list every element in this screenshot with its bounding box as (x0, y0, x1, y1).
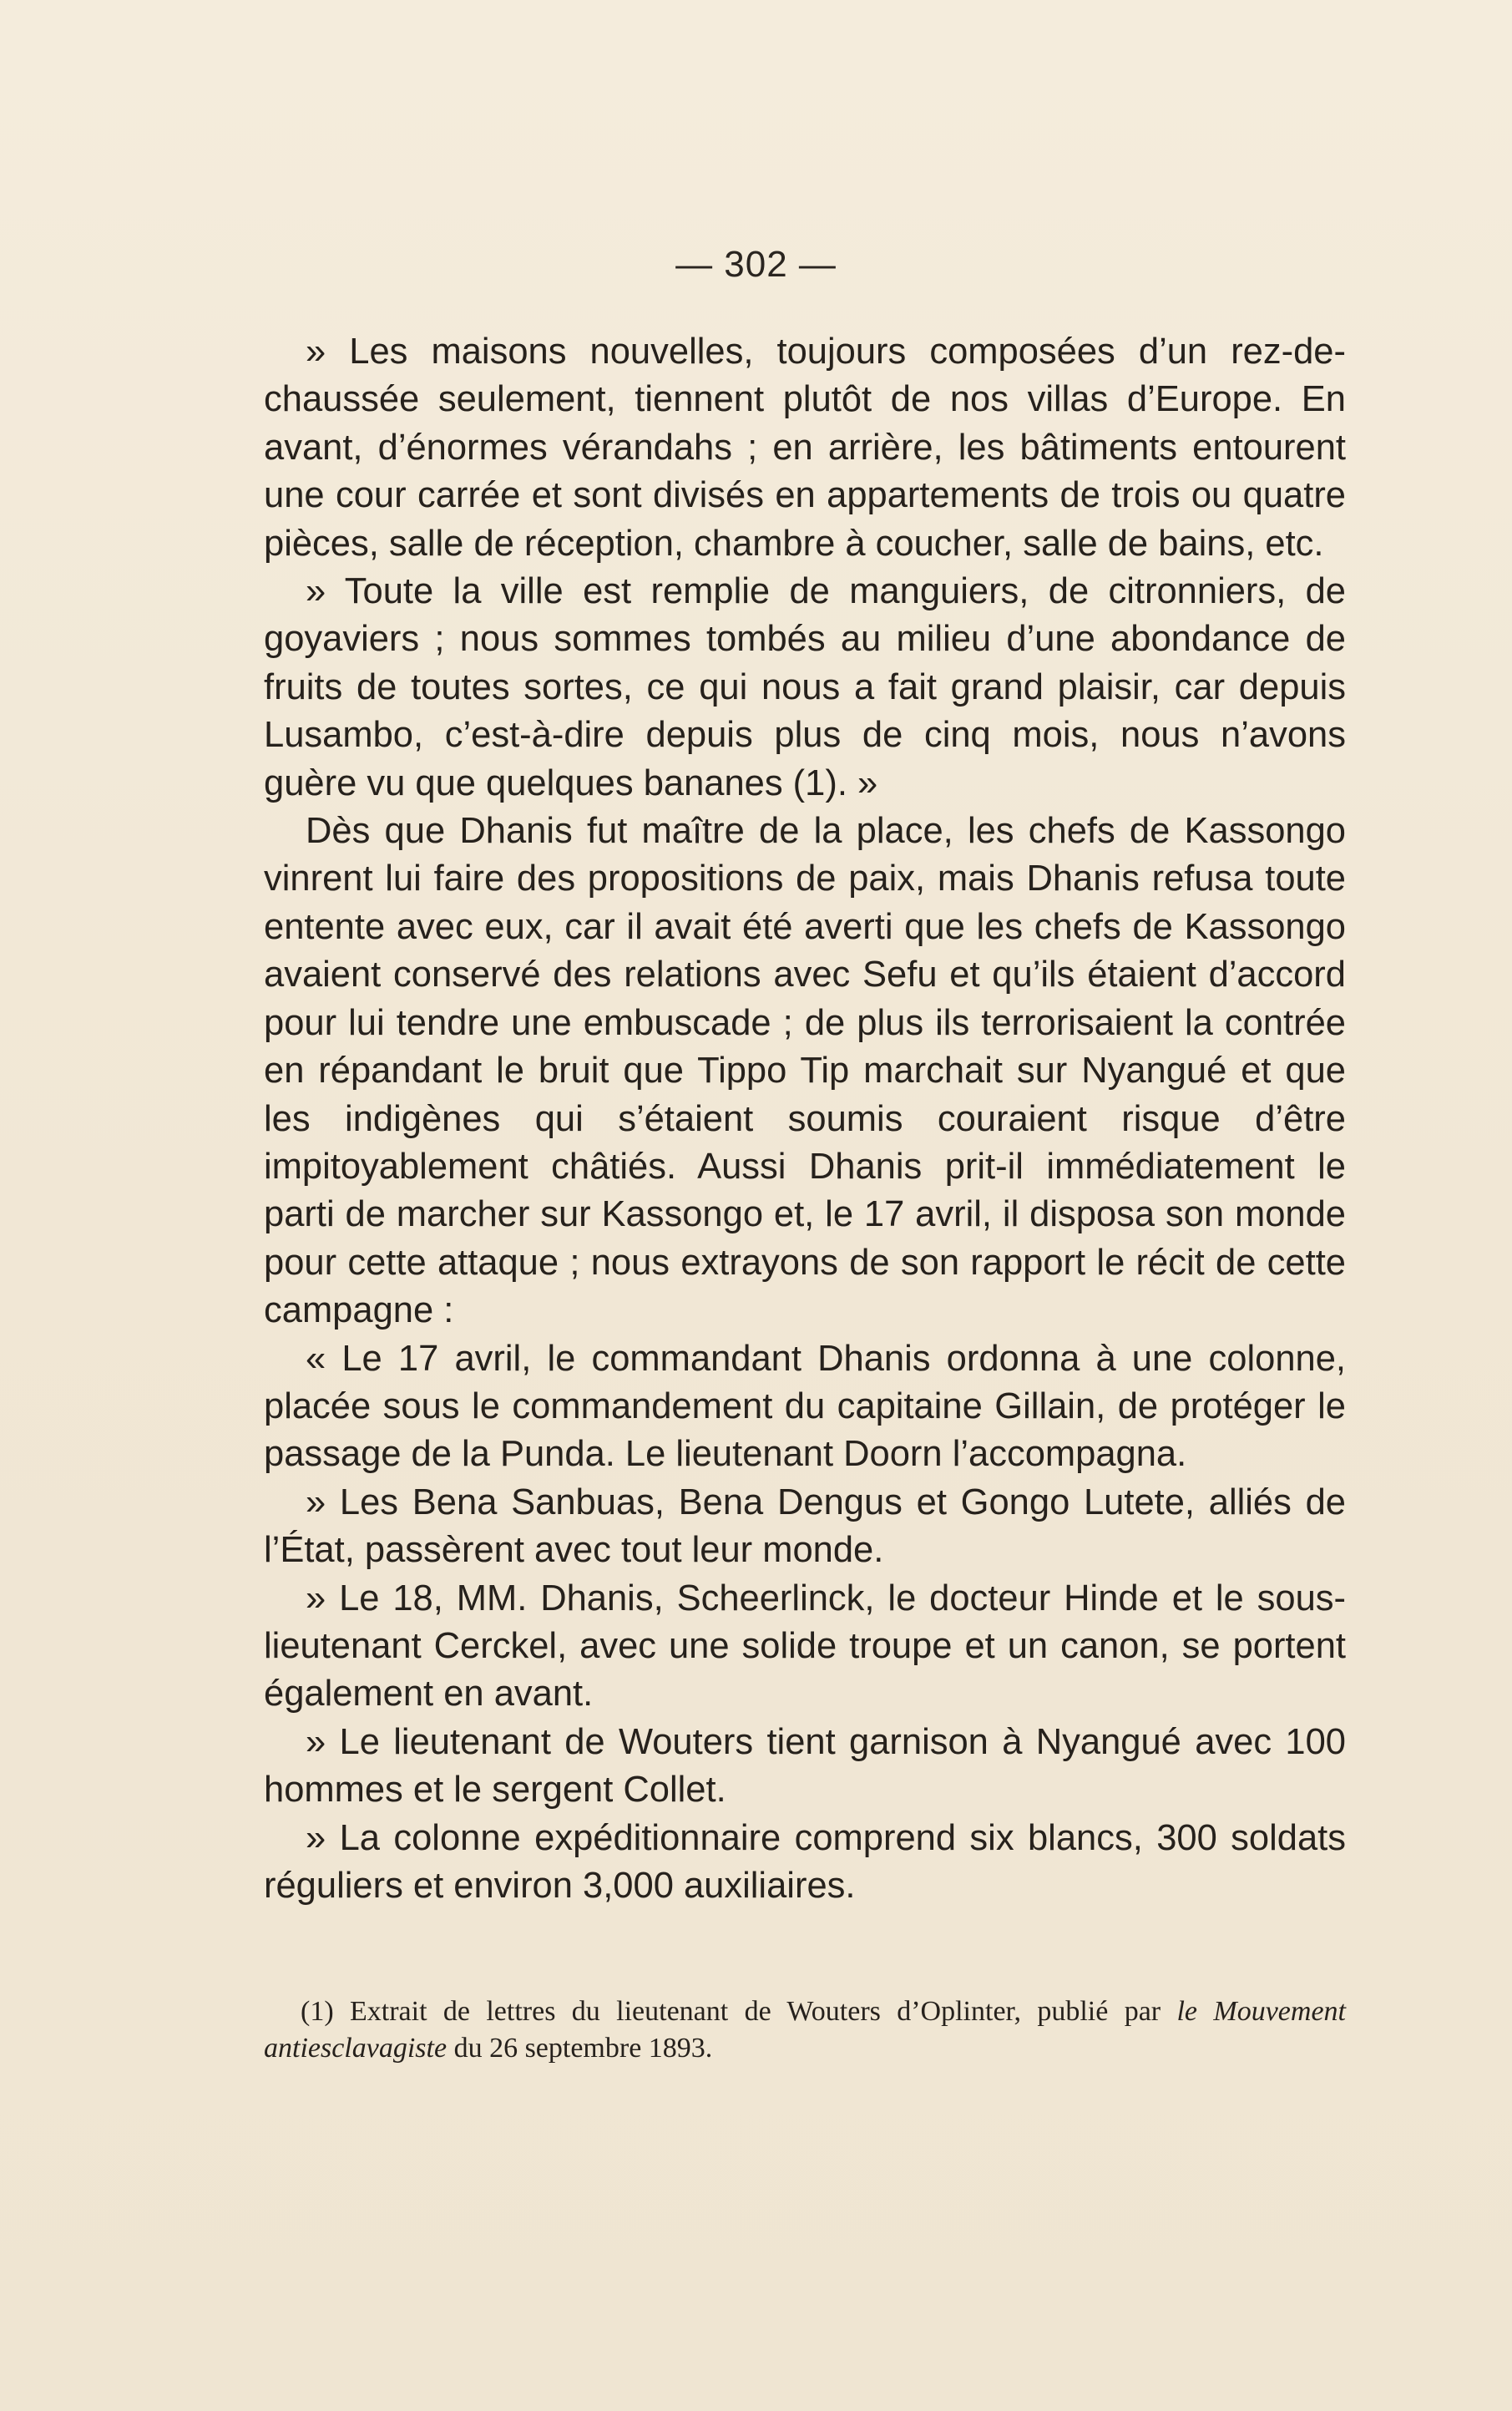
footnote (264, 1993, 1346, 2067)
paragraph: » La colonne expéditionnaire comprend six blancs, 300 soldats réguliers et environ 3,000 auxiliaires. (264, 1817, 1346, 1906)
body-text (264, 328, 1346, 1910)
paragraph: Dès que Dhanis fut maître de la place, les chefs de Kassongo vinrent lui faire des propositions de paix, mais Dhanis refusa toute entente avec eux, car il avait été averti que les chefs de Kassongo avaient conservé des relations avec Sefu et qu’ils étaient d’accord pour lui tendre une embuscade ; de plus ils terrorisaient la contrée en répandant le bruit que Tippo Tip marchait sur Nyangué et que les indigènes qui s’étaient soumis couraient risque d’être impitoyablement châtiés. Aussi Dhanis prit-il immédiatement le parti de marcher sur Kassongo et, le 17 avril, il disposa son monde pour cette attaque ; nous extrayons de son rapport le récit de cette campagne : (264, 811, 1346, 1331)
page-number: — 302 — (675, 244, 837, 285)
paragraph: » Les Bena Sanbuas, Bena Dengus et Gongo Lutete, alliés de l’État, passèrent avec tout leur monde. (264, 1482, 1346, 1571)
paragraph: » Les maisons nouvelles, toujours composées d’un rez-de-chaussée seulement, tiennent plutôt de nos villas d’Europe. En avant, d’énormes vérandahs ; en arrière, les bâtiments entourent une cour carrée et sont divisés en appartements de trois ou quatre pièces, salle de réception, chambre à coucher, salle de bains, etc. (264, 332, 1346, 564)
footnote-italic-title: le Mouvement antiesclavagiste (264, 1996, 1346, 2064)
paragraph: » Le 18, MM. Dhanis, Scheerlinck, le docteur Hinde et le sous-lieutenant Cerckel, avec une solide troupe et un canon, se portent également en avant. (264, 1578, 1346, 1715)
footnote-text-after: du 26 septembre 1893. (447, 2033, 713, 2064)
footnote-text (264, 1993, 1346, 2067)
paragraph: » Toute la ville est remplie de manguiers, de citronniers, de goyaviers ; nous sommes tombés au milieu d’une abondance de fruits de toutes sortes, ce qui nous a fait grand plaisir, car depuis Lusambo, c’est-à-dire depuis plus de cinq mois, nous n’avons guère vu que quelques bananes (1). » (264, 571, 1346, 803)
paragraph: « Le 17 avril, le commandant Dhanis ordonna à une colonne, placée sous le commandement du capitaine Gillain, de protéger le passage de la Punda. Le lieutenant Doorn l’accompagna. (264, 1338, 1346, 1475)
footnote-text-before: (1) Extrait de lettres du lieutenant de Wouters d’Oplinter, publié par (301, 1996, 1177, 2027)
paragraph: » Le lieutenant de Wouters tient garnison à Nyangué avec 100 hommes et le sergent Collet. (264, 1721, 1346, 1811)
